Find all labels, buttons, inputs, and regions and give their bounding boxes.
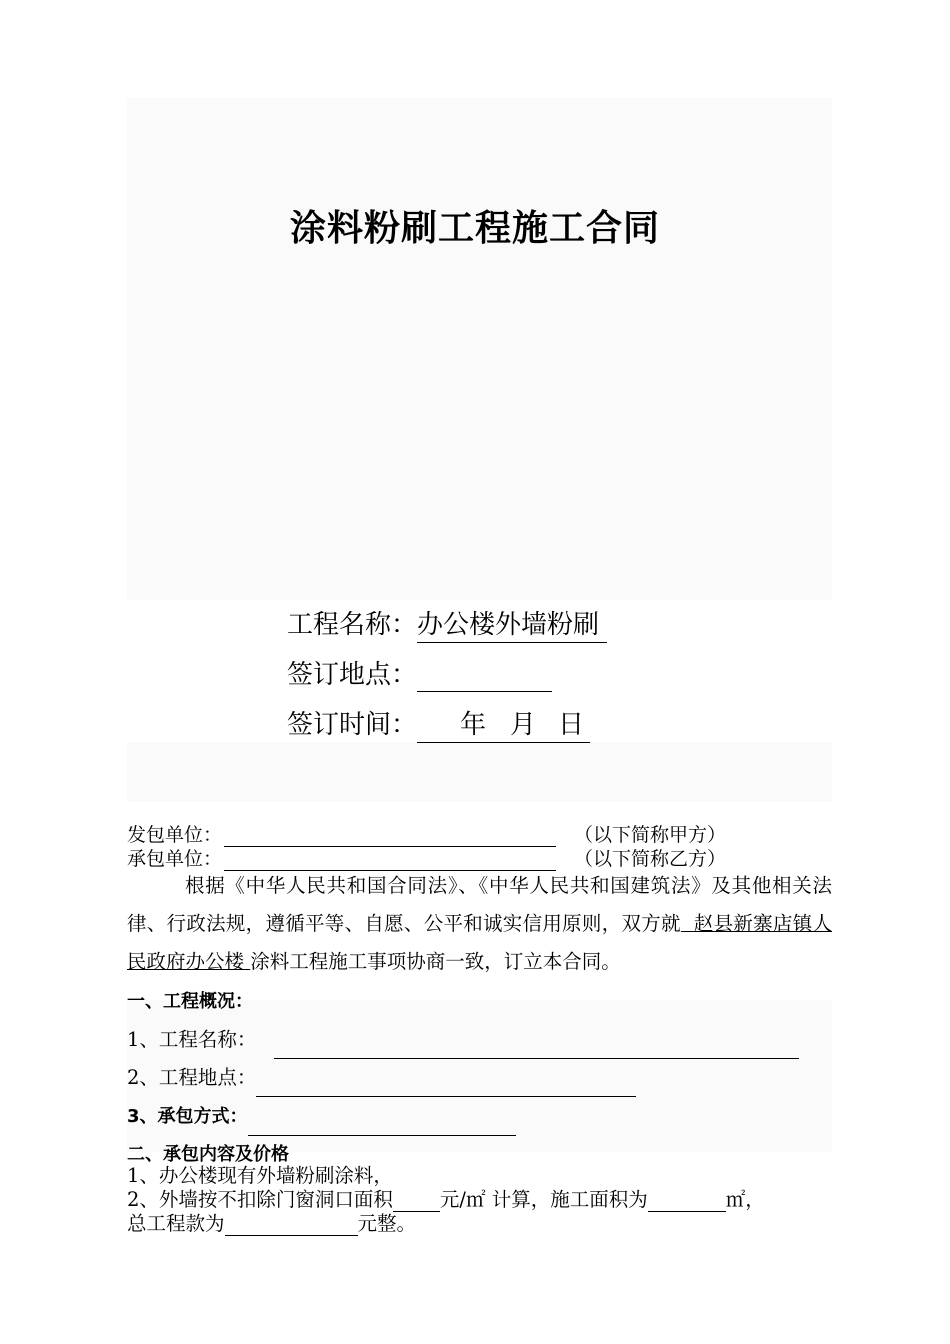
total-price-blank[interactable] bbox=[225, 1215, 358, 1236]
contractor-label: 承包单位： bbox=[127, 848, 223, 870]
document-title: 涂料粉刷工程施工合同 bbox=[289, 208, 660, 249]
project-name-value: 办公楼外墙粉刷 bbox=[417, 608, 607, 643]
preamble-paragraph: 根据《中华人民共和国合同法》、《中华人民共和国建筑法》及其他相关法律、行政法规，遵循平等、自愿、公平和诚实信用原则，双方就 赵县新寨店镇人民政府办公楼 涂料工程施工事项协商一致，订立本合同。 bbox=[127, 874, 832, 973]
section-1-item-3: 3、承包方式： bbox=[127, 1097, 832, 1136]
employer-suffix: （以下简称甲方） bbox=[574, 824, 727, 846]
sign-place-blank[interactable] bbox=[417, 665, 552, 692]
section-1-item-2: 2、工程地点： bbox=[127, 1059, 832, 1097]
project-name-label: 工程名称： bbox=[287, 610, 418, 640]
employer-line bbox=[127, 823, 726, 847]
employer-blank[interactable] bbox=[224, 826, 556, 847]
contractor-suffix: （以下简称乙方） bbox=[574, 848, 727, 870]
section-2-item-1: 1、办公楼现有外墙粉刷涂料， bbox=[127, 1164, 393, 1187]
cover-background bbox=[127, 98, 832, 600]
sign-date-blank[interactable] bbox=[417, 708, 590, 743]
unit-price-blank[interactable] bbox=[393, 1191, 440, 1212]
cover-sign-place bbox=[287, 658, 552, 692]
section-1 bbox=[127, 983, 832, 1174]
day-label: 日 bbox=[558, 710, 585, 740]
cover-project-name bbox=[287, 608, 607, 643]
sign-time-label: 签订时间： bbox=[287, 710, 418, 740]
area-blank[interactable] bbox=[648, 1191, 726, 1212]
preamble-underlined: 赵县新寨店镇人民政府办公楼 bbox=[127, 912, 832, 973]
section-1-heading: 一、工程概况： bbox=[127, 991, 253, 1012]
section-2-item-2-cont: 总工程款为 元整。 bbox=[127, 1212, 417, 1235]
cover-sign-time bbox=[287, 708, 590, 743]
project-location-blank[interactable] bbox=[256, 1076, 636, 1097]
contract-mode-blank[interactable] bbox=[248, 1115, 516, 1136]
section-2-heading: 二、承包内容及价格 bbox=[127, 1144, 289, 1165]
employer-label: 发包单位： bbox=[127, 824, 223, 846]
year-label: 年 bbox=[460, 710, 487, 740]
project-name-blank[interactable] bbox=[274, 1038, 799, 1059]
month-label: 月 bbox=[510, 710, 537, 740]
section-1-item-1: 1、工程名称： bbox=[127, 1021, 832, 1059]
section-2-items bbox=[127, 1164, 832, 1236]
section-2-item-2: 2、外墙按不扣除门窗洞口面积 元/㎡ 计算，施工面积为 ㎡， bbox=[127, 1188, 765, 1211]
sign-place-label: 签订地点： bbox=[287, 660, 418, 690]
background-band bbox=[127, 742, 832, 802]
